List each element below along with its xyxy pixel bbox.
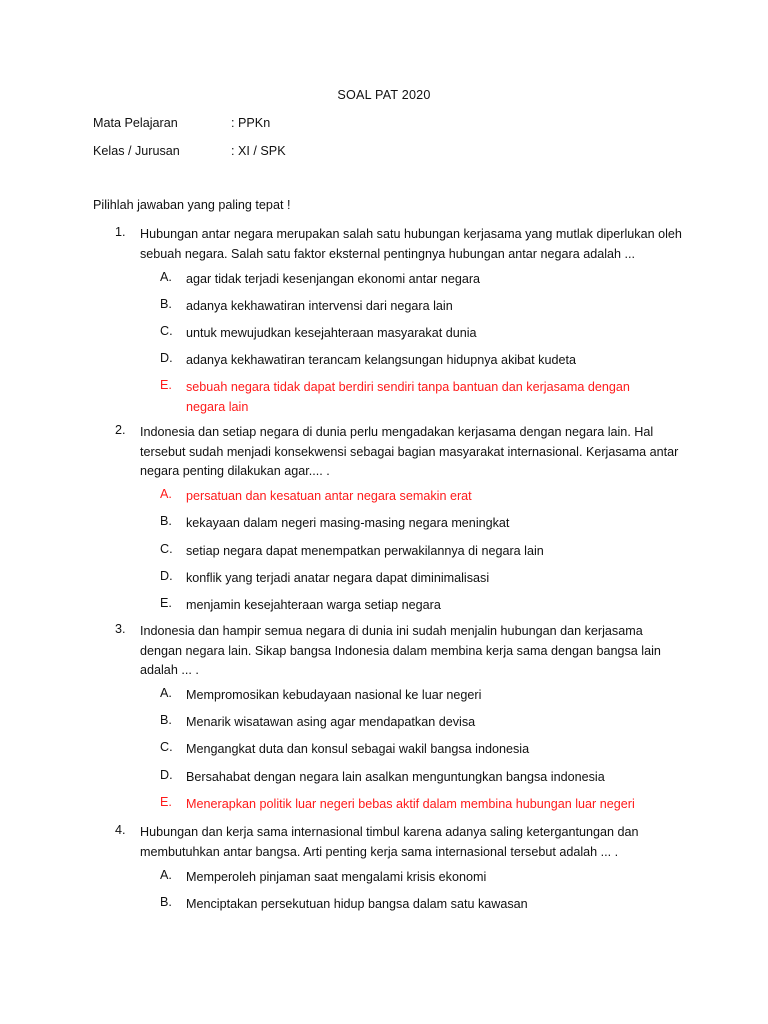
question-number: 1. bbox=[115, 225, 126, 239]
subject-label: Mata Pelajaran bbox=[93, 116, 178, 130]
option-letter: B. bbox=[160, 297, 172, 311]
option-letter: A. bbox=[160, 487, 172, 501]
option-letter: E. bbox=[160, 378, 172, 392]
option-text: setiap negara dapat menempatkan perwakilannya di negara lain bbox=[186, 544, 544, 558]
option-letter: A. bbox=[160, 868, 172, 882]
option-text: agar tidak terjadi kesenjangan ekonomi antar negara bbox=[186, 272, 481, 286]
option-text: Menciptakan persekutuan hidup bangsa dalam satu kawasan bbox=[186, 897, 528, 911]
option-text: untuk mewujudkan kesejahteraan masyarakat dunia bbox=[186, 326, 477, 340]
question-number: 2. bbox=[115, 423, 126, 437]
instruction-text: Pilihlah jawaban yang paling tepat ! bbox=[93, 198, 291, 212]
option-text: Mengangkat duta dan konsul sebagai wakil bangsa indonesia bbox=[186, 742, 530, 756]
option-letter: C. bbox=[160, 740, 173, 754]
option-text: sebuah negara tidak dapat berdiri sendiri tanpa bantuan dan kerjasama dengan negara lain bbox=[186, 380, 630, 414]
class-value: : XI / SPK bbox=[231, 144, 286, 158]
option-text: Mempromosikan kebudayaan nasional ke luar negeri bbox=[186, 688, 482, 702]
option-letter: D. bbox=[160, 768, 173, 782]
question-text: Hubungan antar negara merupakan salah satu hubungan kerjasama yang mutlak diperlukan oleh sebuah negara. Salah satu faktor eksternal pentingnya hubungan antar negara adalah ... bbox=[140, 227, 682, 261]
question-number: 4. bbox=[115, 823, 126, 837]
option-text: Memperoleh pinjaman saat mengalami krisis ekonomi bbox=[186, 870, 487, 884]
option-letter: C. bbox=[160, 542, 173, 556]
option-letter: E. bbox=[160, 795, 172, 809]
option-text: adanya kekhawatiran intervensi dari negara lain bbox=[186, 299, 453, 313]
option-letter: B. bbox=[160, 514, 172, 528]
option-letter: C. bbox=[160, 324, 173, 338]
question-text: Indonesia dan hampir semua negara di dunia ini sudah menjalin hubungan dan kerjasama dengan negara lain. Sikap bangsa Indonesia dalam membina kerja sama dengan bangsa lain adalah ... . bbox=[140, 624, 661, 677]
class-label: Kelas / Jurusan bbox=[93, 144, 180, 158]
subject-value: : PPKn bbox=[231, 116, 271, 130]
option-text: menjamin kesejahteraan warga setiap negara bbox=[186, 598, 441, 612]
document-title: SOAL PAT 2020 bbox=[337, 88, 431, 102]
option-text: konflik yang terjadi anatar negara dapat diminimalisasi bbox=[186, 571, 490, 585]
option-letter: D. bbox=[160, 351, 173, 365]
question-text: Hubungan dan kerja sama internasional timbul karena adanya saling ketergantungan dan membutuhkan antar bangsa. Arti penting kerja sama internasional tersebut adalah ... . bbox=[140, 825, 639, 859]
option-letter: A. bbox=[160, 686, 172, 700]
option-letter: E. bbox=[160, 596, 172, 610]
option-text: persatuan dan kesatuan antar negara semakin erat bbox=[186, 489, 472, 503]
option-text: Menarik wisatawan asing agar mendapatkan devisa bbox=[186, 715, 476, 729]
option-text: Menerapkan politik luar negeri bebas aktif dalam membina hubungan luar negeri bbox=[186, 797, 635, 811]
question-number: 3. bbox=[115, 622, 126, 636]
option-letter: A. bbox=[160, 270, 172, 284]
option-text: adanya kekhawatiran terancam kelangsungan hidupnya akibat kudeta bbox=[186, 353, 576, 367]
option-letter: B. bbox=[160, 713, 172, 727]
option-letter: B. bbox=[160, 895, 172, 909]
option-text: Bersahabat dengan negara lain asalkan menguntungkan bangsa indonesia bbox=[186, 770, 605, 784]
option-letter: D. bbox=[160, 569, 173, 583]
option-text: kekayaan dalam negeri masing-masing negara meningkat bbox=[186, 516, 510, 530]
question-text: Indonesia dan setiap negara di dunia perlu mengadakan kerjasama dengan negara lain. Hal tersebut sudah menjadi konsekwensi sebagai bagian masyarakat internasional. Kerjasama antar negara penting dilakukan agar.... . bbox=[140, 425, 679, 478]
